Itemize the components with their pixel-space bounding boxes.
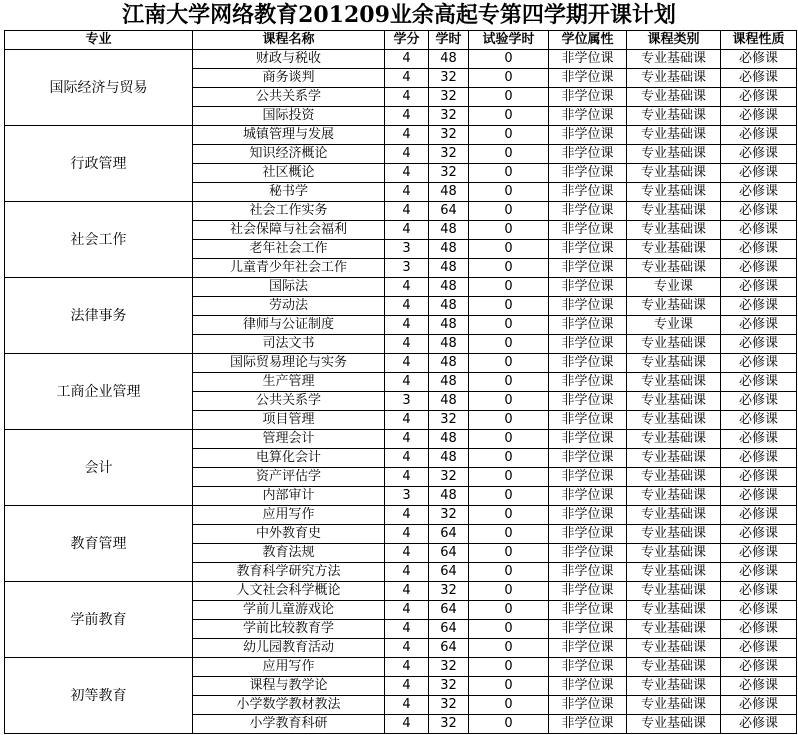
degree-attr-cell: 非学位课	[549, 658, 627, 677]
table-row	[5, 50, 797, 69]
course-nature-cell: 必修课	[721, 354, 797, 373]
course-category-cell: 专业基础课	[627, 69, 721, 88]
degree-attr-cell: 非学位课	[549, 373, 627, 392]
course-nature-cell: 必修课	[721, 259, 797, 278]
course-nature-cell: 必修课	[721, 335, 797, 354]
course-name-cell: 内部审计	[193, 487, 385, 506]
course-name-cell: 知识经济概论	[193, 145, 385, 164]
credits-cell: 4	[385, 354, 429, 373]
lab-hours-cell: 0	[469, 69, 549, 88]
course-name-cell: 国际投资	[193, 107, 385, 126]
lab-hours-cell: 0	[469, 582, 549, 601]
course-nature-cell: 必修课	[721, 183, 797, 202]
course-nature-cell: 必修课	[721, 373, 797, 392]
course-name-cell: 财政与税收	[193, 50, 385, 69]
degree-attr-cell: 非学位课	[549, 221, 627, 240]
degree-attr-cell: 非学位课	[549, 240, 627, 259]
lab-hours-cell: 0	[469, 506, 549, 525]
course-name-cell: 教育科学研究方法	[193, 563, 385, 582]
major-cell: 行政管理	[5, 126, 193, 202]
course-nature-cell: 必修课	[721, 221, 797, 240]
course-category-cell: 专业基础课	[627, 449, 721, 468]
credits-cell: 3	[385, 392, 429, 411]
lab-hours-cell: 0	[469, 411, 549, 430]
course-nature-cell: 必修课	[721, 145, 797, 164]
table-row	[5, 354, 797, 373]
course-category-cell: 专业基础课	[627, 563, 721, 582]
lab-hours-cell: 0	[469, 620, 549, 639]
course-nature-cell: 必修课	[721, 297, 797, 316]
course-nature-cell: 必修课	[721, 715, 797, 734]
course-category-cell: 专业基础课	[627, 430, 721, 449]
hours-cell: 48	[429, 221, 469, 240]
hours-cell: 48	[429, 259, 469, 278]
degree-attr-cell: 非学位课	[549, 715, 627, 734]
header-lab-hours: 试验学时	[469, 31, 549, 50]
course-name-cell: 公共关系学	[193, 88, 385, 107]
degree-attr-cell: 非学位课	[549, 392, 627, 411]
credits-cell: 4	[385, 145, 429, 164]
course-category-cell: 专业基础课	[627, 50, 721, 69]
course-name-cell: 司法文书	[193, 335, 385, 354]
lab-hours-cell: 0	[469, 259, 549, 278]
lab-hours-cell: 0	[469, 88, 549, 107]
degree-attr-cell: 非学位课	[549, 601, 627, 620]
hours-cell: 48	[429, 335, 469, 354]
degree-attr-cell: 非学位课	[549, 468, 627, 487]
course-category-cell: 专业基础课	[627, 259, 721, 278]
course-category-cell: 专业基础课	[627, 335, 721, 354]
credits-cell: 4	[385, 202, 429, 221]
header-degree-attr: 学位属性	[549, 31, 627, 50]
lab-hours-cell: 0	[469, 221, 549, 240]
hours-cell: 64	[429, 202, 469, 221]
credits-cell: 4	[385, 696, 429, 715]
course-plan-table	[4, 30, 797, 734]
hours-cell: 64	[429, 620, 469, 639]
course-nature-cell: 必修课	[721, 525, 797, 544]
degree-attr-cell: 非学位课	[549, 164, 627, 183]
hours-cell: 32	[429, 658, 469, 677]
credits-cell: 3	[385, 240, 429, 259]
course-nature-cell: 必修课	[721, 468, 797, 487]
course-nature-cell: 必修课	[721, 544, 797, 563]
course-category-cell: 专业基础课	[627, 411, 721, 430]
degree-attr-cell: 非学位课	[549, 183, 627, 202]
lab-hours-cell: 0	[469, 392, 549, 411]
course-name-cell: 人文社会科学概论	[193, 582, 385, 601]
degree-attr-cell: 非学位课	[549, 411, 627, 430]
course-nature-cell: 必修课	[721, 563, 797, 582]
credits-cell: 4	[385, 620, 429, 639]
hours-cell: 48	[429, 430, 469, 449]
course-category-cell: 专业基础课	[627, 164, 721, 183]
degree-attr-cell: 非学位课	[549, 297, 627, 316]
course-nature-cell: 必修课	[721, 278, 797, 297]
course-name-cell: 中外教育史	[193, 525, 385, 544]
credits-cell: 4	[385, 582, 429, 601]
credits-cell: 4	[385, 468, 429, 487]
lab-hours-cell: 0	[469, 145, 549, 164]
hours-cell: 32	[429, 107, 469, 126]
course-nature-cell: 必修课	[721, 88, 797, 107]
hours-cell: 32	[429, 411, 469, 430]
degree-attr-cell: 非学位课	[549, 696, 627, 715]
degree-attr-cell: 非学位课	[549, 316, 627, 335]
lab-hours-cell: 0	[469, 430, 549, 449]
course-name-cell: 社会工作实务	[193, 202, 385, 221]
lab-hours-cell: 0	[469, 240, 549, 259]
hours-cell: 64	[429, 544, 469, 563]
degree-attr-cell: 非学位课	[549, 145, 627, 164]
lab-hours-cell: 0	[469, 544, 549, 563]
lab-hours-cell: 0	[469, 696, 549, 715]
credits-cell: 4	[385, 411, 429, 430]
header-row	[5, 31, 797, 50]
lab-hours-cell: 0	[469, 525, 549, 544]
lab-hours-cell: 0	[469, 563, 549, 582]
course-category-cell: 专业基础课	[627, 145, 721, 164]
course-name-cell: 学前比较教育学	[193, 620, 385, 639]
lab-hours-cell: 0	[469, 107, 549, 126]
hours-cell: 32	[429, 677, 469, 696]
degree-attr-cell: 非学位课	[549, 677, 627, 696]
table-row	[5, 430, 797, 449]
table-row	[5, 126, 797, 145]
degree-attr-cell: 非学位课	[549, 639, 627, 658]
credits-cell: 4	[385, 50, 429, 69]
credits-cell: 4	[385, 335, 429, 354]
course-name-cell: 城镇管理与发展	[193, 126, 385, 145]
major-cell: 教育管理	[5, 506, 193, 582]
major-cell: 学前教育	[5, 582, 193, 658]
course-name-cell: 教育法规	[193, 544, 385, 563]
table-row	[5, 506, 797, 525]
degree-attr-cell: 非学位课	[549, 544, 627, 563]
credits-cell: 4	[385, 449, 429, 468]
hours-cell: 48	[429, 278, 469, 297]
course-name-cell: 电算化会计	[193, 449, 385, 468]
degree-attr-cell: 非学位课	[549, 487, 627, 506]
lab-hours-cell: 0	[469, 715, 549, 734]
course-name-cell: 律师与公证制度	[193, 316, 385, 335]
course-name-cell: 秘书学	[193, 183, 385, 202]
course-nature-cell: 必修课	[721, 582, 797, 601]
table-row	[5, 658, 797, 677]
table-row	[5, 278, 797, 297]
lab-hours-cell: 0	[469, 658, 549, 677]
course-category-cell: 专业基础课	[627, 639, 721, 658]
credits-cell: 3	[385, 259, 429, 278]
credits-cell: 4	[385, 563, 429, 582]
hours-cell: 32	[429, 145, 469, 164]
credits-cell: 4	[385, 88, 429, 107]
course-category-cell: 专业基础课	[627, 487, 721, 506]
lab-hours-cell: 0	[469, 487, 549, 506]
course-nature-cell: 必修课	[721, 506, 797, 525]
course-name-cell: 国际法	[193, 278, 385, 297]
major-cell: 社会工作	[5, 202, 193, 278]
course-category-cell: 专业基础课	[627, 126, 721, 145]
course-nature-cell: 必修课	[721, 202, 797, 221]
credits-cell: 4	[385, 639, 429, 658]
hours-cell: 32	[429, 696, 469, 715]
course-nature-cell: 必修课	[721, 411, 797, 430]
course-category-cell: 专业基础课	[627, 525, 721, 544]
course-category-cell: 专业基础课	[627, 240, 721, 259]
major-cell: 会计	[5, 430, 193, 506]
course-name-cell: 课程与教学论	[193, 677, 385, 696]
course-nature-cell: 必修课	[721, 240, 797, 259]
hours-cell: 32	[429, 126, 469, 145]
lab-hours-cell: 0	[469, 297, 549, 316]
credits-cell: 4	[385, 164, 429, 183]
course-category-cell: 专业课	[627, 278, 721, 297]
header-course-name: 课程名称	[193, 31, 385, 50]
credits-cell: 4	[385, 525, 429, 544]
major-cell: 法律事务	[5, 278, 193, 354]
course-nature-cell: 必修课	[721, 430, 797, 449]
hours-cell: 48	[429, 50, 469, 69]
course-nature-cell: 必修课	[721, 449, 797, 468]
course-category-cell: 专业基础课	[627, 582, 721, 601]
course-category-cell: 专业基础课	[627, 354, 721, 373]
lab-hours-cell: 0	[469, 354, 549, 373]
course-category-cell: 专业基础课	[627, 392, 721, 411]
major-cell: 工商企业管理	[5, 354, 193, 430]
course-category-cell: 专业基础课	[627, 506, 721, 525]
hours-cell: 48	[429, 354, 469, 373]
course-name-cell: 小学数学教材教法	[193, 696, 385, 715]
degree-attr-cell: 非学位课	[549, 335, 627, 354]
credits-cell: 3	[385, 487, 429, 506]
course-category-cell: 专业基础课	[627, 202, 721, 221]
course-nature-cell: 必修课	[721, 164, 797, 183]
course-name-cell: 劳动法	[193, 297, 385, 316]
hours-cell: 32	[429, 715, 469, 734]
lab-hours-cell: 0	[469, 278, 549, 297]
course-category-cell: 专业基础课	[627, 107, 721, 126]
degree-attr-cell: 非学位课	[549, 506, 627, 525]
header-course-category: 课程类别	[627, 31, 721, 50]
credits-cell: 4	[385, 506, 429, 525]
course-nature-cell: 必修课	[721, 677, 797, 696]
credits-cell: 4	[385, 430, 429, 449]
hours-cell: 48	[429, 240, 469, 259]
hours-cell: 32	[429, 164, 469, 183]
course-nature-cell: 必修课	[721, 69, 797, 88]
hours-cell: 32	[429, 506, 469, 525]
hours-cell: 64	[429, 563, 469, 582]
course-name-cell: 老年社会工作	[193, 240, 385, 259]
course-name-cell: 小学教育科研	[193, 715, 385, 734]
credits-cell: 4	[385, 183, 429, 202]
course-category-cell: 专业基础课	[627, 658, 721, 677]
course-category-cell: 专业基础课	[627, 373, 721, 392]
course-category-cell: 专业基础课	[627, 620, 721, 639]
degree-attr-cell: 非学位课	[549, 126, 627, 145]
degree-attr-cell: 非学位课	[549, 69, 627, 88]
course-name-cell: 管理会计	[193, 430, 385, 449]
course-nature-cell: 必修课	[721, 601, 797, 620]
degree-attr-cell: 非学位课	[549, 449, 627, 468]
course-nature-cell: 必修课	[721, 696, 797, 715]
page-title: 江南大学网络教育201209业余高起专第四学期开课计划	[122, 2, 676, 28]
course-name-cell: 应用写作	[193, 658, 385, 677]
lab-hours-cell: 0	[469, 50, 549, 69]
degree-attr-cell: 非学位课	[549, 50, 627, 69]
course-name-cell: 资产评估学	[193, 468, 385, 487]
credits-cell: 4	[385, 221, 429, 240]
course-name-cell: 国际贸易理论与实务	[193, 354, 385, 373]
degree-attr-cell: 非学位课	[549, 582, 627, 601]
course-name-cell: 幼儿园教育活动	[193, 639, 385, 658]
hours-cell: 48	[429, 373, 469, 392]
header-hours: 学时	[429, 31, 469, 50]
course-nature-cell: 必修课	[721, 620, 797, 639]
credits-cell: 4	[385, 373, 429, 392]
course-nature-cell: 必修课	[721, 392, 797, 411]
table-body	[5, 50, 797, 734]
lab-hours-cell: 0	[469, 202, 549, 221]
hours-cell: 48	[429, 487, 469, 506]
hours-cell: 32	[429, 468, 469, 487]
hours-cell: 48	[429, 392, 469, 411]
course-category-cell: 专业基础课	[627, 601, 721, 620]
course-name-cell: 商务谈判	[193, 69, 385, 88]
course-nature-cell: 必修课	[721, 50, 797, 69]
course-category-cell: 专业基础课	[627, 696, 721, 715]
lab-hours-cell: 0	[469, 164, 549, 183]
course-name-cell: 项目管理	[193, 411, 385, 430]
course-name-cell: 社区概论	[193, 164, 385, 183]
header-major: 专业	[5, 31, 193, 50]
course-name-cell: 公共关系学	[193, 392, 385, 411]
hours-cell: 64	[429, 525, 469, 544]
course-name-cell: 儿童青少年社会工作	[193, 259, 385, 278]
course-category-cell: 专业基础课	[627, 715, 721, 734]
course-nature-cell: 必修课	[721, 126, 797, 145]
hours-cell: 48	[429, 183, 469, 202]
table-row	[5, 202, 797, 221]
course-category-cell: 专业课	[627, 316, 721, 335]
degree-attr-cell: 非学位课	[549, 88, 627, 107]
degree-attr-cell: 非学位课	[549, 259, 627, 278]
degree-attr-cell: 非学位课	[549, 107, 627, 126]
course-name-cell: 生产管理	[193, 373, 385, 392]
course-nature-cell: 必修课	[721, 107, 797, 126]
credits-cell: 4	[385, 715, 429, 734]
degree-attr-cell: 非学位课	[549, 563, 627, 582]
course-name-cell: 应用写作	[193, 506, 385, 525]
lab-hours-cell: 0	[469, 126, 549, 145]
lab-hours-cell: 0	[469, 677, 549, 696]
lab-hours-cell: 0	[469, 468, 549, 487]
credits-cell: 4	[385, 278, 429, 297]
degree-attr-cell: 非学位课	[549, 620, 627, 639]
lab-hours-cell: 0	[469, 639, 549, 658]
table-row	[5, 582, 797, 601]
hours-cell: 32	[429, 582, 469, 601]
lab-hours-cell: 0	[469, 335, 549, 354]
hours-cell: 32	[429, 69, 469, 88]
major-cell: 国际经济与贸易	[5, 50, 193, 126]
course-category-cell: 专业基础课	[627, 677, 721, 696]
credits-cell: 4	[385, 297, 429, 316]
degree-attr-cell: 非学位课	[549, 525, 627, 544]
course-nature-cell: 必修课	[721, 639, 797, 658]
credits-cell: 4	[385, 658, 429, 677]
hours-cell: 48	[429, 297, 469, 316]
course-nature-cell: 必修课	[721, 316, 797, 335]
credits-cell: 4	[385, 107, 429, 126]
course-category-cell: 专业基础课	[627, 297, 721, 316]
hours-cell: 64	[429, 601, 469, 620]
credits-cell: 4	[385, 316, 429, 335]
degree-attr-cell: 非学位课	[549, 430, 627, 449]
course-nature-cell: 必修课	[721, 658, 797, 677]
degree-attr-cell: 非学位课	[549, 278, 627, 297]
course-name-cell: 学前儿童游戏论	[193, 601, 385, 620]
lab-hours-cell: 0	[469, 601, 549, 620]
hours-cell: 64	[429, 639, 469, 658]
hours-cell: 32	[429, 88, 469, 107]
lab-hours-cell: 0	[469, 316, 549, 335]
degree-attr-cell: 非学位课	[549, 202, 627, 221]
credits-cell: 4	[385, 601, 429, 620]
degree-attr-cell: 非学位课	[549, 354, 627, 373]
course-category-cell: 专业基础课	[627, 88, 721, 107]
major-cell: 初等教育	[5, 658, 193, 734]
credits-cell: 4	[385, 69, 429, 88]
credits-cell: 4	[385, 677, 429, 696]
hours-cell: 48	[429, 316, 469, 335]
course-category-cell: 专业基础课	[627, 221, 721, 240]
lab-hours-cell: 0	[469, 373, 549, 392]
course-category-cell: 专业基础课	[627, 468, 721, 487]
course-name-cell: 社会保障与社会福利	[193, 221, 385, 240]
header-credits: 学分	[385, 31, 429, 50]
credits-cell: 4	[385, 126, 429, 145]
header-course-nature: 课程性质	[721, 31, 797, 50]
hours-cell: 48	[429, 449, 469, 468]
lab-hours-cell: 0	[469, 449, 549, 468]
course-nature-cell: 必修课	[721, 487, 797, 506]
credits-cell: 4	[385, 544, 429, 563]
lab-hours-cell: 0	[469, 183, 549, 202]
course-category-cell: 专业基础课	[627, 183, 721, 202]
course-category-cell: 专业基础课	[627, 544, 721, 563]
